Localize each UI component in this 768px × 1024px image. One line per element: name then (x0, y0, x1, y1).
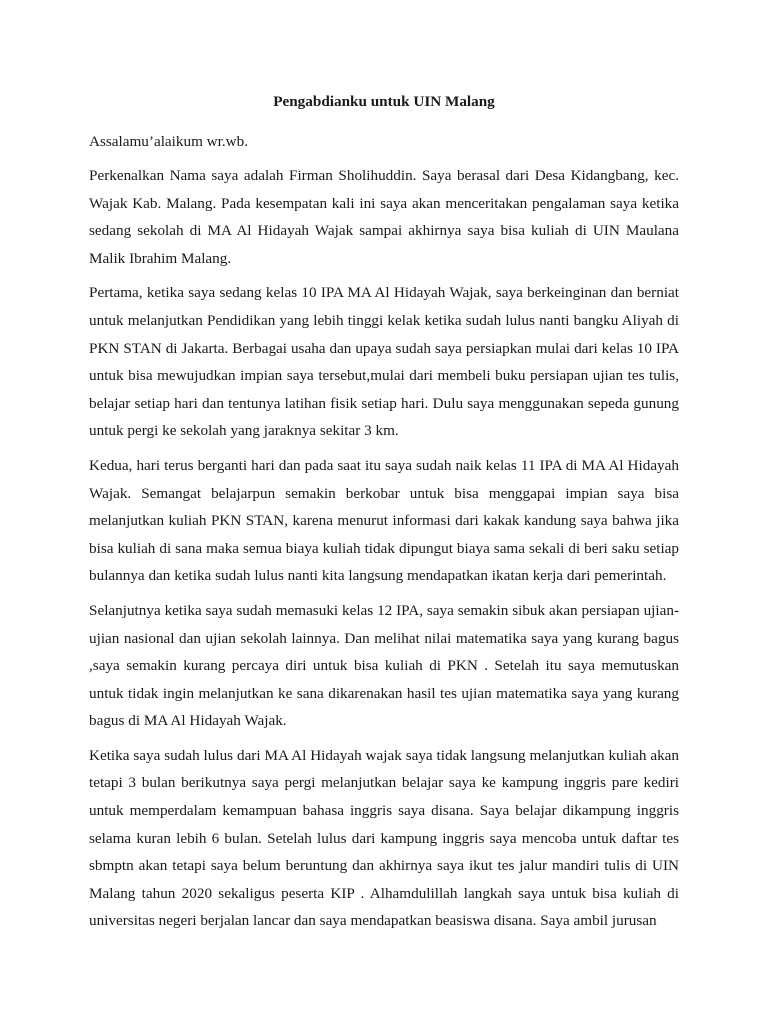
document-body (89, 92, 679, 935)
greeting-line: Assalamu’alaikum wr.wb. (89, 133, 249, 150)
paragraph-next: Selanjutnya ketika saya sudah memasuki kelas 12 IPA, saya semakin sibuk akan persiapan ujian-ujian nasional dan ujian sekolah lainnya. Dan melihat nilai matematika saya yang kurang bagus ,saya semakin kurang percaya diri untuk bisa kuliah di PKN . Setelah itu saya memutuskan untuk tidak ingin melanjutkan ke sana dikarenakan hasil tes ujian matematika saya yang kurang bagus di MA Al Hidayah Wajak. (89, 601, 679, 730)
paragraph-after-graduation: Ketika saya sudah lulus dari MA Al Hidayah wajak saya tidak langsung melanjutkan kuliah akan tetapi 3 bulan berikutnya saya pergi melanjutkan belajar saya ke kampung inggris pare kediri untuk memperdalam kemampuan bahasa inggris saya disana. Saya belajar dikampung inggris selama kuran lebih 6 bulan. Setelah lulus dari kampung inggris saya mencoba untuk daftar tes sbmptn akan tetapi saya belum beruntung dan akhirnya saya ikut tes jalur mandiri tulis di UIN Malang tahun 2020 sekaligus peserta KIP . Alhamdulillah langkah saya untuk bisa kuliah di universitas negeri berjalan lancar dan saya mendapatkan beasiswa disana. Saya ambil jurusan (89, 746, 679, 930)
paragraph-introduction: Perkenalkan Nama saya adalah Firman Sholihuddin. Saya berasal dari Desa Kidangbang, kec. Wajak Kab. Malang. Pada kesempatan kali ini saya akan menceritakan pengalaman saya ketika sedang sekolah di MA Al Hidayah Wajak sampai akhirnya saya bisa kuliah di UIN Maulana Malik Ibrahim Malang. (89, 167, 679, 267)
paragraph-first: Pertama, ketika saya sedang kelas 10 IPA MA Al Hidayah Wajak, saya berkeinginan dan berniat untuk melanjutkan Pendidikan yang lebih tinggi kelak ketika sudah lulus nanti bangku Aliyah di PKN STAN di Jakarta. Berbagai usaha dan upaya sudah saya persiapkan mulai dari kelas 10 IPA untuk bisa mewujudkan impian saya tersebut,mulai dari membeli buku persiapan ujian tes tulis, belajar setiap hari dan tentunya latihan fisik setiap hari. Dulu saya menggunakan sepeda gunung untuk pergi ke sekolah yang jaraknya sekitar 3 km. (89, 284, 679, 440)
paragraph-second: Kedua, hari terus berganti hari dan pada saat itu saya sudah naik kelas 11 IPA di MA Al Hidayah Wajak. Semangat belajarpun semakin berkobar untuk bisa menggapai impian saya bisa melanjutkan kuliah PKN STAN, karena menurut informasi dari kakak kandung saya bahwa jika bisa kuliah di sana maka semua biaya kuliah tidak dipungut biaya sama sekali di beri saku setiap bulannya dan ketika sudah lulus nanti kita langsung mendapatkan ikatan kerja dari pemerintah. (89, 456, 679, 585)
document-title: Pengabdianku untuk UIN Malang (273, 93, 495, 110)
